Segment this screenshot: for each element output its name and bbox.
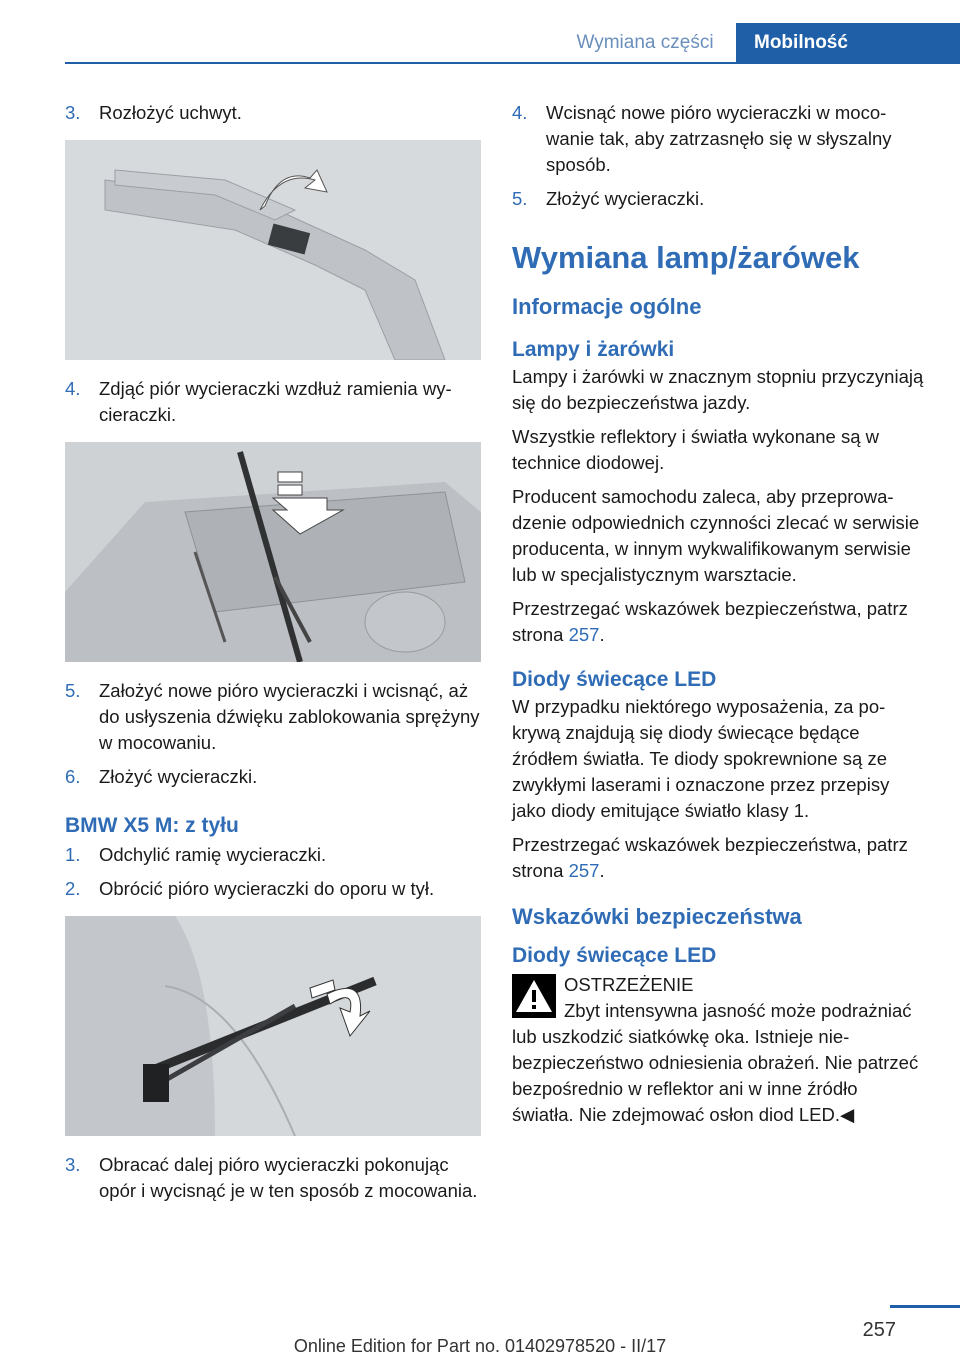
rear-wiper-illustration <box>65 916 481 1136</box>
paragraph-text: Przestrzegać wskazówek bezpieczeństwa, patrz strona <box>512 598 908 645</box>
step-item <box>65 376 481 428</box>
subheading-general: Informacje ogólne <box>512 294 702 319</box>
step-number: 3. <box>65 102 81 123</box>
footer-rule <box>890 1305 960 1308</box>
step-text: Rozłożyć uchwyt. <box>99 102 242 123</box>
tab-section[interactable]: Mobilność <box>736 23 960 62</box>
footer-edition: Online Edition for Part no. 01402978520 - II/17 <box>293 1336 667 1356</box>
step-text: Odchylić ramię wycieraczki. <box>99 844 327 865</box>
step-text: Obrócić pióro wycieraczki do oporu w tył. <box>99 878 435 899</box>
subsection-heading: Lampy i żarówki <box>512 338 675 361</box>
step-number: 1. <box>65 844 81 865</box>
paragraph-with-reference <box>512 832 924 884</box>
subheading-safety: Wskazówki bezpieczeństwa <box>512 904 802 929</box>
step-number: 2. <box>65 878 81 899</box>
warning-title: OSTRZEŻENIE <box>564 974 694 995</box>
step-item <box>65 1152 481 1204</box>
step-item <box>512 100 924 178</box>
paragraph-text: . <box>599 624 605 645</box>
tab-chapter[interactable]: Wymiana części <box>576 32 714 53</box>
step-item <box>65 100 481 126</box>
step-item <box>512 186 924 212</box>
paragraph: Wszystkie reflektory i światła wykonane są w technice diodowej. <box>512 426 880 473</box>
step-number: 3. <box>65 1154 81 1175</box>
step-text: Wcisnąć nowe pióro wycieraczki w mocowanie tak, aby zatrzasnęło się w słyszalny sposób. <box>546 102 892 175</box>
paragraph-text: . <box>599 860 605 881</box>
page-number: 257 <box>862 1319 896 1341</box>
step-number: 5. <box>512 188 528 209</box>
step-text: Obracać dalej pióro wycieraczki pokonując opór i wycisnąć je w ten sposób z mocowania. <box>99 1154 478 1201</box>
paragraph: Producent samochodu zaleca, aby przeprowadzenie odpowiednich czynności zlecać w serwisie producenta, w innym wykwalifikowanym serwisie lub w specjalistycznym warsztacie. <box>512 486 920 585</box>
paragraph: W przypadku niektórego wyposażenia, za pokrywą znajdują się diody świecące będące źródłem światła. Te diody spokrewnione są ze zwykłymi laserami i oznaczone przez przepisy jako diody emitujące światło klasy 1. <box>512 696 890 821</box>
subsection-heading: Diody świecące LED <box>512 668 717 691</box>
warning-box <box>512 972 924 1128</box>
warning-triangle-icon <box>512 974 556 1018</box>
paragraph-text: Przestrzegać wskazówek bezpieczeństwa, patrz strona <box>512 834 908 881</box>
step-item <box>65 678 481 756</box>
step-item <box>65 876 481 902</box>
page-reference-link[interactable]: 257 <box>568 624 600 645</box>
page-reference-link[interactable]: 257 <box>568 860 600 881</box>
step-item <box>65 764 481 790</box>
chapter-heading: Wymiana lamp/żarówek <box>512 240 860 275</box>
warning-text: Zbyt intensywna jasność może podrażniać lub uszkodzić siatkówkę oka. Istnieje niebezpieczeństwo odniesienia obrażeń. Nie patrzeć bezpośrednio w reflektor ani w inne źródło światła. Nie zdejmować osłon diod LED.◀ <box>512 1000 919 1125</box>
step-item <box>65 842 481 868</box>
wiper-holder-illustration <box>65 140 481 360</box>
step-text: Zdjąć piór wycieraczki wzdłuż ramienia wycieraczki. <box>99 378 452 425</box>
step-number: 6. <box>65 766 81 787</box>
windshield-wiper-illustration <box>65 442 481 662</box>
step-number: 4. <box>65 378 81 399</box>
header-rule <box>65 62 960 64</box>
subsection-heading: Diody świecące LED <box>512 944 717 967</box>
step-text: Złożyć wycieraczki. <box>546 188 705 209</box>
right-column <box>512 100 924 1128</box>
header-tabs <box>554 23 960 62</box>
step-text: Złożyć wycieraczki. <box>99 766 258 787</box>
paragraph: Lampy i żarówki w znacznym stopniu przyczyniają się do bezpieczeństwa jazdy. <box>512 366 924 413</box>
left-column <box>65 100 481 1212</box>
step-text: Założyć nowe pióro wycieraczki i wcisnąć, aż do usłyszenia dźwięku zablokowania sprężyny w mocowaniu. <box>99 680 480 753</box>
paragraph-with-reference <box>512 596 924 648</box>
step-number: 5. <box>65 680 81 701</box>
section-heading: BMW X5 M: z tyłu <box>65 814 239 837</box>
step-number: 4. <box>512 102 528 123</box>
